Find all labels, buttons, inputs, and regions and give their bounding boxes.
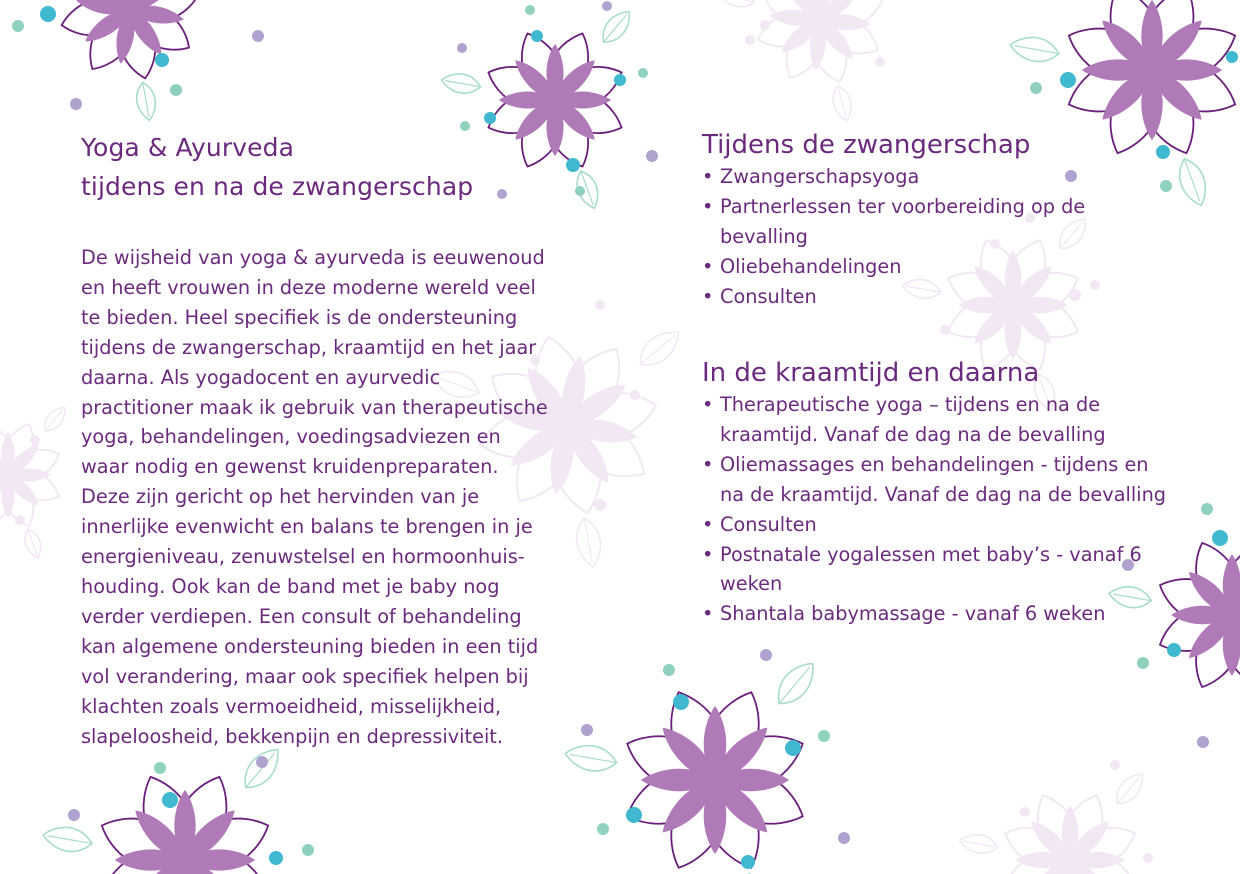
intro-column	[81, 128, 551, 751]
list-item: • Consulten	[702, 510, 1172, 540]
list-item: • Oliebehandelingen	[702, 252, 1172, 282]
dot-icon	[1197, 736, 1209, 748]
dot-icon	[256, 756, 268, 768]
leaf-icon	[717, 0, 756, 11]
dot-icon	[1143, 853, 1153, 863]
dot-icon	[1110, 760, 1120, 770]
page-title	[81, 128, 551, 206]
dot-icon	[566, 158, 580, 172]
title-line-2: tijdens en na de zwangerschap	[81, 172, 474, 201]
dot-icon	[595, 300, 605, 310]
leaf-icon	[770, 656, 823, 712]
dot-icon	[1020, 807, 1030, 817]
mandala-flower-icon	[1, 0, 224, 130]
intro-paragraph-1: De wijsheid van yoga & ayurveda is eeuwenoud en heeft vrouwen in deze moderne wereld veel te bieden. Heel specifiek is de ondersteuning tijdens de zwangerschap, kraamtijd en het jaar daarna. Als yogadocent en ayurvedic practitioner maak ik gebruik van therapeutische yoga, behandelingen, voedingsadviezen en waar nodig en gewenst kruidenpreparaten.	[81, 246, 548, 479]
dot-icon	[162, 792, 178, 808]
section-title-pregnancy: Tijdens de zwangerschap	[702, 130, 1031, 160]
leaf-icon	[440, 71, 482, 96]
mandala-flower-icon	[708, 0, 901, 127]
dot-icon	[594, 499, 606, 511]
dot-icon	[154, 762, 166, 774]
pregnancy-section	[702, 128, 1172, 312]
dot-icon	[12, 20, 24, 32]
dot-icon	[646, 150, 658, 162]
leaf-icon	[21, 527, 45, 560]
postpartum-section	[702, 356, 1172, 629]
leaf-icon	[633, 323, 686, 373]
leaf-icon	[573, 516, 605, 569]
postpartum-list	[702, 390, 1172, 629]
dot-icon	[663, 664, 675, 676]
dot-icon	[597, 823, 609, 835]
dot-icon	[581, 724, 593, 736]
dot-icon	[741, 855, 755, 869]
dot-icon	[1167, 643, 1181, 657]
leaf-icon	[958, 832, 999, 857]
dot-icon	[760, 649, 772, 661]
dot-icon	[457, 43, 467, 53]
dot-icon	[1030, 82, 1042, 94]
mandala-flower-icon	[958, 768, 1149, 874]
leaf-icon	[563, 741, 619, 774]
leaf-icon	[41, 823, 94, 855]
dot-icon	[30, 435, 40, 445]
list-item: • Postnatale yogalessen met baby’s - vanaf 6 weken	[702, 540, 1172, 600]
dot-icon	[68, 809, 80, 821]
dot-icon	[626, 807, 642, 823]
dot-icon	[70, 98, 82, 110]
dot-icon	[760, 20, 770, 30]
pregnancy-list	[702, 162, 1172, 312]
dot-icon	[673, 694, 689, 710]
dot-icon	[302, 844, 314, 856]
dot-icon	[630, 390, 640, 400]
dot-icon	[818, 730, 830, 742]
leaf-icon	[1008, 33, 1061, 65]
leaf-icon	[1204, 0, 1240, 5]
dot-icon	[269, 851, 283, 865]
leaf-icon	[737, 869, 778, 874]
list-item: • Partnerlessen ter voorbereiding op de bevalling	[702, 192, 1172, 252]
dot-icon	[252, 30, 264, 42]
dot-icon	[15, 515, 25, 525]
dot-icon	[875, 57, 885, 67]
title-line-1: Yoga & Ayurveda	[81, 133, 295, 162]
dot-icon	[1137, 657, 1149, 669]
dot-icon	[614, 74, 626, 86]
dot-icon	[531, 30, 543, 42]
dot-icon	[155, 53, 169, 67]
dot-icon	[170, 84, 182, 96]
dot-icon	[1212, 530, 1228, 546]
leaf-icon	[40, 403, 70, 435]
list-item: • Shantala babymassage - vanaf 6 weken	[702, 599, 1172, 629]
mandala-flower-icon	[563, 656, 822, 874]
dot-icon	[940, 325, 950, 335]
dot-icon	[602, 1, 612, 11]
dot-icon	[785, 740, 801, 756]
dot-icon	[484, 112, 496, 124]
leaf-icon	[829, 84, 855, 123]
section-title-postpartum: In de kraamtijd en daarna	[702, 358, 1040, 388]
dot-icon	[575, 186, 585, 196]
dot-icon	[638, 68, 648, 78]
dot-icon	[1226, 51, 1238, 63]
leaf-icon	[134, 81, 159, 122]
leaf-icon	[1110, 768, 1149, 809]
leaf-icon	[596, 6, 636, 48]
mandala-flower-icon	[41, 742, 286, 874]
dot-icon	[745, 35, 755, 45]
leaf-icon	[1173, 155, 1212, 210]
list-item: • Zwangerschapsyoga	[702, 162, 1172, 192]
list-item: • Oliemassages en behandelingen - tijdens en na de kraamtijd. Vanaf de dag na de bevalling	[702, 450, 1172, 510]
list-item: • Therapeutische yoga – tijdens en na de kraamtijd. Vanaf de dag na de bevalling	[702, 390, 1172, 450]
intro-paragraph-2: Deze zijn gericht op het hervinden van je innerlijke evenwicht en balans te brengen in je energieniveau, zenuwstelsel en hormoonhuis-houding. Ook kan de band met je baby nog verder verdiepen. Een consult of behandeling kan algemene ondersteuning bieden in een tijd vol verandering, maar ook specifiek helpen bij klachten zoals vermoeidheid, misselijkheid, slapeloosheid, bekkenpijn en depressiviteit.	[81, 485, 539, 748]
mandala-flower-icon	[0, 403, 70, 560]
intro-text	[81, 243, 551, 751]
list-item: • Consulten	[702, 282, 1172, 312]
dot-icon	[1201, 503, 1213, 515]
dot-icon	[40, 6, 56, 22]
dot-icon	[525, 5, 535, 15]
dot-icon	[1060, 72, 1076, 88]
dot-icon	[838, 832, 850, 844]
